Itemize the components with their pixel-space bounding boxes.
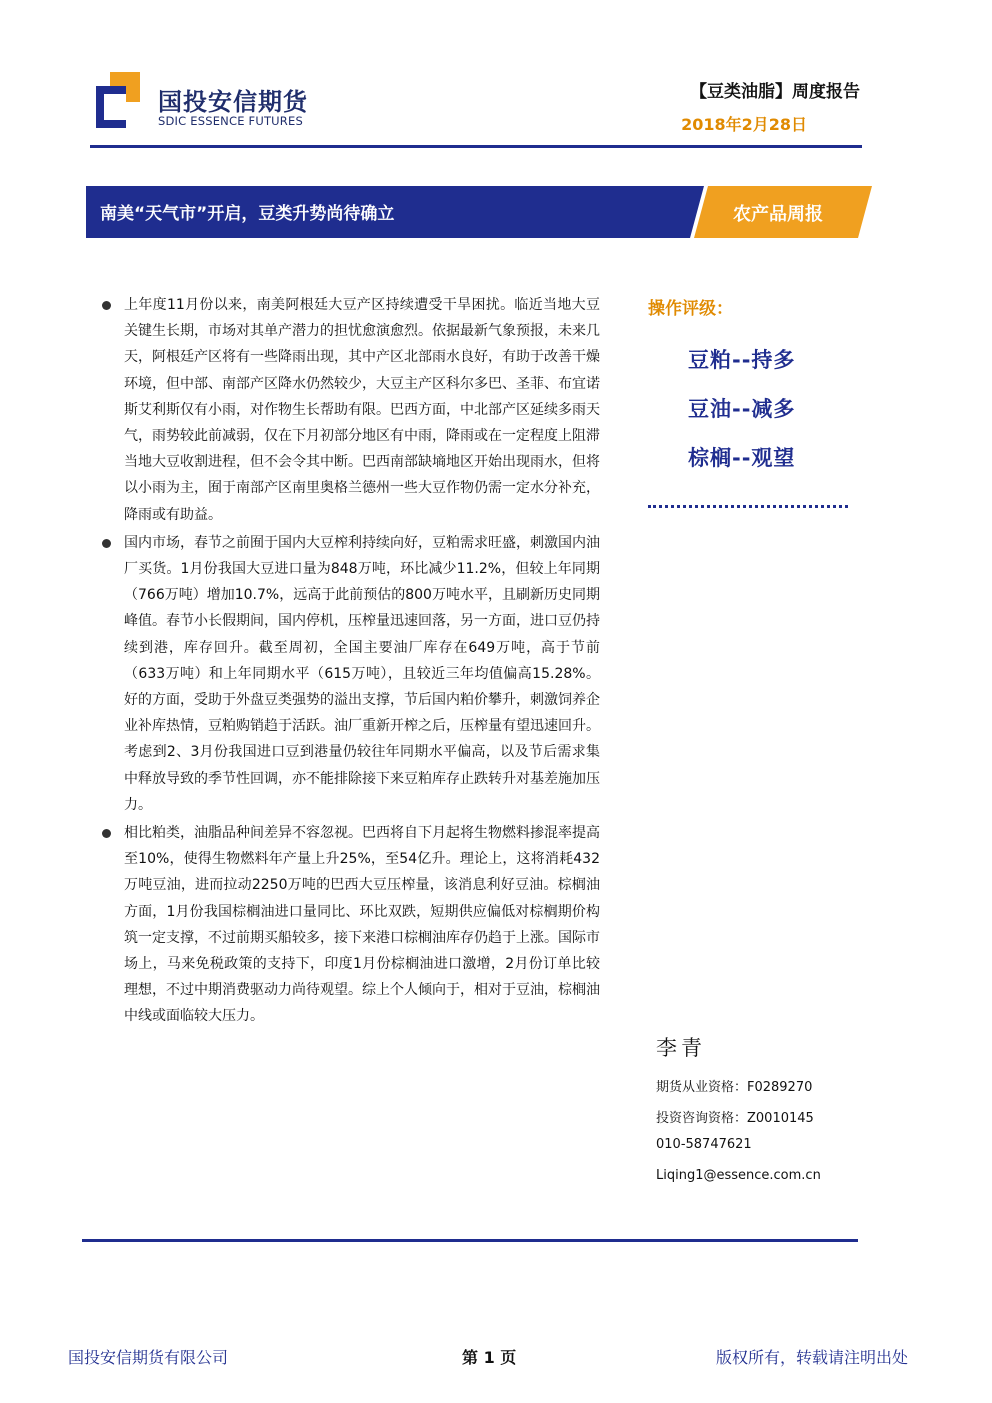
analyst-phone: 010-58747621 — [656, 1137, 752, 1152]
analyst-name: 李青 — [656, 1036, 706, 1060]
report-title: 南美“天气市”开启，豆类升势尚待确立 — [100, 204, 395, 224]
bullet-text: 上年度11月份以来，南美阿根廷大豆产区持续遭受干旱困扰。临近当地大豆关键生长期，市场对其单产潜力的担忧愈演愈烈。依据最新气象预报，未来几天，阿根廷产区将有一些降雨出现，其中产区北部雨水良好，有助于改善干燥环境，但中部、南部产区降水仍然较少，大豆主产区科尔多巴、圣菲、布宜诺斯艾利斯仅有小雨，对作物生长帮助有限。巴西方面，中北部产区延续多雨天气，雨势较此前减弱，仅在下月初部分地区有中雨，降雨或在一定程度上阻滞当地大豆收割进程，但不会令其中断。巴西南部缺墒地区开始出现雨水，但将以小雨为主，囿于南部产区南里奥格兰德州一些大豆作物仍需一定水分补充，降雨或有助益。 — [124, 297, 600, 523]
report-date: 2018年2月28日 — [681, 115, 807, 134]
company-name-cn: 国投安信期货 — [158, 88, 308, 116]
bullet-item — [100, 820, 600, 1030]
rating-soymeal: 豆粕--持多 — [688, 348, 796, 372]
footer-company: 国投安信期货有限公司 — [68, 1348, 229, 1367]
rating-heading: 操作评级： — [648, 299, 733, 319]
bullet-text: 国内市场，春节之前囿于国内大豆榨利持续向好，豆粕需求旺盛，刺激国内油厂买货。1月份我国大豆进口量为848万吨，环比减少11.2%，但较上年同期（766万吨）增加10.7%，远高于此前预估的800万吨水平，且刷新历史同期峰值。春节小长假期间，国内停机，压榨量迅速回落，另一方面，进口豆仍持续到港，库存回升。截至周初，全国主要油厂库存在649万吨，高于节前（633万吨）和上年同期水平（615万吨），且较近三年均值偏高15.28%。好的方面，受助于外盘豆类强势的溢出支撑，节后国内粕价攀升，刺激饲养企业补库热情，豆粕购销趋于活跃。油厂重新开榨之后，压榨量有望迅速回升。考虑到2、3月份我国进口豆到港量仍较往年同期水平偏高，以及节后需求集中释放导致的季节性回调，亦不能排除接下来豆粕库存止跌转升对基差施加压力。 — [124, 534, 600, 813]
bullet-icon — [102, 829, 111, 838]
analyst-license: 期货从业资格：F0289270 — [656, 1080, 813, 1095]
rating-soyoil: 豆油--减多 — [688, 397, 796, 421]
analyst-email[interactable]: Liqing1@essence.com.cn — [656, 1168, 821, 1183]
report-body — [100, 292, 600, 1032]
bullet-icon — [102, 301, 111, 310]
rating-palm: 棕榈--观望 — [688, 446, 796, 470]
footer-copyright: 版权所有，转载请注明出处 — [716, 1348, 909, 1367]
analyst-consult-license: 投资咨询资格：Z0010145 — [656, 1111, 814, 1126]
company-name-en: SDIC ESSENCE FUTURES — [158, 114, 303, 128]
bullet-item — [100, 292, 600, 528]
bullet-item — [100, 530, 600, 818]
report-type: 【豆类油脂】周度报告 — [690, 82, 860, 102]
bullet-icon — [102, 539, 111, 548]
header-divider — [90, 145, 862, 148]
bullet-text: 相比粕类，油脂品种间差异不容忽视。巴西将自下月起将生物燃料掺混率提高至10%，使得生物燃料年产量上升25%，至54亿升。理论上，这将消耗432万吨豆油，进而拉动2250万吨的巴西大豆压榨量，该消息利好豆油。棕榈油方面，1月份我国棕榈油进口量同比、环比双跌，短期供应偏低对棕榈期价构筑一定支撑，不过前期买船较多，接下来港口棕榈油库存仍趋于上涨。国际市场上，马来免税政策的支持下，印度1月份棕榈油进口激增，2月份订单比较理想，不过中期消费驱动力尚待观望。综上个人倾向于，相对于豆油，棕榈油中线或面临较大压力。 — [124, 825, 600, 1025]
report-category-tag: 农产品周报 — [733, 204, 823, 225]
dotted-divider — [648, 505, 848, 508]
company-logo-icon — [96, 72, 140, 128]
footer-divider — [82, 1239, 858, 1242]
page-number: 第 1 页 — [462, 1348, 517, 1367]
